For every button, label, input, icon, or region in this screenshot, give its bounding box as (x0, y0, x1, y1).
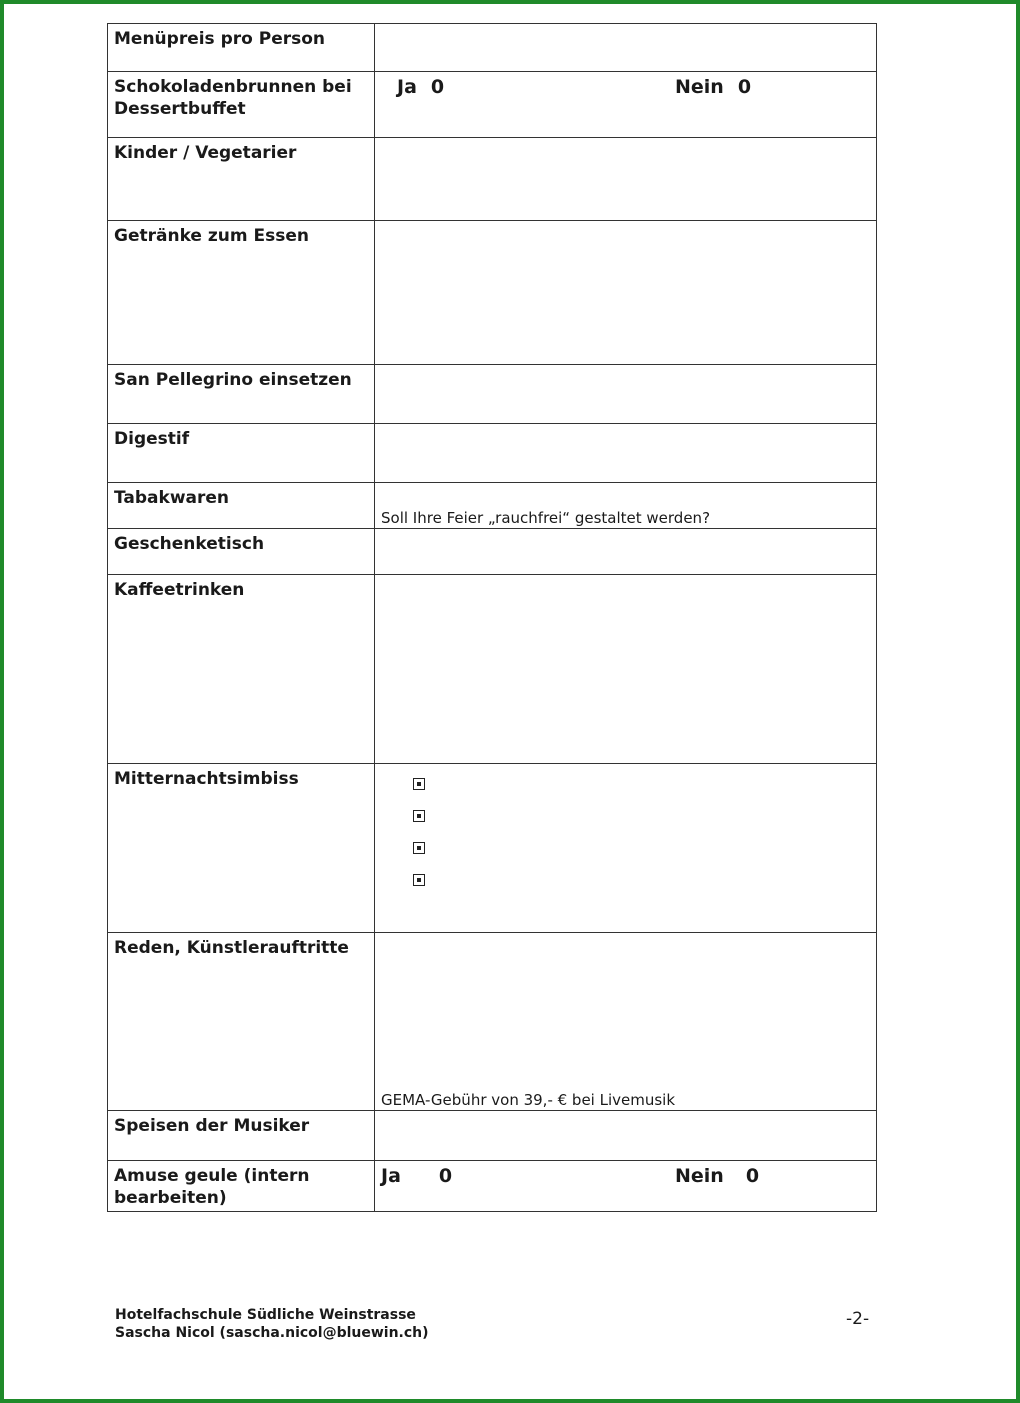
page-number: -2- (846, 1309, 870, 1329)
coffee-field[interactable] (375, 575, 877, 764)
row-label: Menüpreis pro Person (114, 29, 326, 49)
form-row-gift-table (108, 529, 877, 575)
row-label: San Pellegrino einsetzen (114, 370, 352, 390)
form-label-cell (108, 138, 375, 221)
row-label: Mitternachtsimbiss (114, 769, 299, 789)
form-row-children-vegetarian (108, 138, 877, 221)
checkbox-checked-icon[interactable] (413, 810, 425, 822)
row-label: Speisen der Musiker (114, 1116, 310, 1136)
footer-school-name: Hotelfachschule Südliche Weinstrasse (115, 1307, 416, 1323)
form-label-cell (108, 365, 375, 424)
checkbox-checked-icon[interactable] (413, 874, 425, 886)
option-yes-value: 0 (430, 76, 445, 98)
form-row-midnight-snack (108, 764, 877, 933)
footer-contact: Sascha Nicol (sascha.nicol@bluewin.ch) (115, 1325, 429, 1341)
form-label-cell (108, 483, 375, 529)
row-label: Kaffeetrinken (114, 580, 245, 600)
chocolate-fountain-field (375, 72, 877, 138)
menu-price-field[interactable] (375, 24, 877, 72)
form-row-tobacco (108, 483, 877, 529)
row-label: Geschenketisch (114, 534, 265, 554)
row-label: Tabakwaren (114, 488, 230, 508)
option-yes-value: 0 (438, 1165, 453, 1187)
form-row-drinks (108, 221, 877, 365)
form-row-san-pellegrino (108, 365, 877, 424)
form-row-musician-meals (108, 1111, 877, 1161)
row-label: Kinder / Vegetarier (114, 143, 297, 163)
drinks-field[interactable] (375, 221, 877, 365)
midnight-snack-field (375, 764, 877, 933)
option-no-label: Nein (675, 1165, 724, 1187)
option-no-value: 0 (745, 1165, 760, 1187)
option-no[interactable] (675, 76, 751, 98)
option-yes-label: Ja (381, 1165, 401, 1187)
row-label: Digestif (114, 429, 190, 449)
musician-meals-field[interactable] (375, 1111, 877, 1161)
option-yes[interactable] (381, 1165, 452, 1187)
row-label: Amuse geule (intern bearbeiten) (114, 1166, 310, 1208)
form-row-amuse-geule (108, 1161, 877, 1212)
tobacco-field[interactable] (375, 483, 877, 529)
form-row-menu-price (108, 24, 877, 72)
form-label-cell (108, 575, 375, 764)
form-label-cell (108, 933, 375, 1111)
option-no[interactable] (675, 1165, 759, 1187)
digestif-field[interactable] (375, 424, 877, 483)
san-pellegrino-field[interactable] (375, 365, 877, 424)
speeches-field[interactable] (375, 933, 877, 1111)
checkbox-checked-icon[interactable] (413, 842, 425, 854)
amuse-geule-field (375, 1161, 877, 1212)
form-row-chocolate-fountain (108, 72, 877, 138)
form-row-digestif (108, 424, 877, 483)
option-no-label: Nein (675, 76, 724, 98)
form-label-cell (108, 221, 375, 365)
footer (115, 1306, 429, 1342)
form-label-cell (108, 424, 375, 483)
smoke-free-question: Soll Ihre Feier „rauchfrei“ gestaltet werden? (381, 509, 711, 527)
form-label-cell (108, 529, 375, 575)
checkbox-checked-icon[interactable] (413, 778, 425, 790)
form-label-cell (108, 72, 375, 138)
form-row-coffee (108, 575, 877, 764)
row-label: Schokoladenbrunnen bei Dessertbuffet (114, 77, 352, 119)
midnight-snack-options (413, 778, 425, 906)
row-label: Getränke zum Essen (114, 226, 309, 246)
option-yes-label: Ja (397, 76, 417, 98)
gema-fee-note: GEMA-Gebühr von 39,- € bei Livemusik (381, 1091, 676, 1109)
form-label-cell (108, 24, 375, 72)
option-no-value: 0 (737, 76, 752, 98)
form-label-cell (108, 1111, 375, 1161)
gift-table-field[interactable] (375, 529, 877, 575)
row-label: Reden, Künstlerauftritte (114, 938, 349, 958)
children-vegetarian-field[interactable] (375, 138, 877, 221)
option-yes[interactable] (397, 76, 444, 98)
form-label-cell (108, 764, 375, 933)
event-form-table (107, 23, 877, 1212)
form-row-speeches (108, 933, 877, 1111)
form-label-cell (108, 1161, 375, 1212)
